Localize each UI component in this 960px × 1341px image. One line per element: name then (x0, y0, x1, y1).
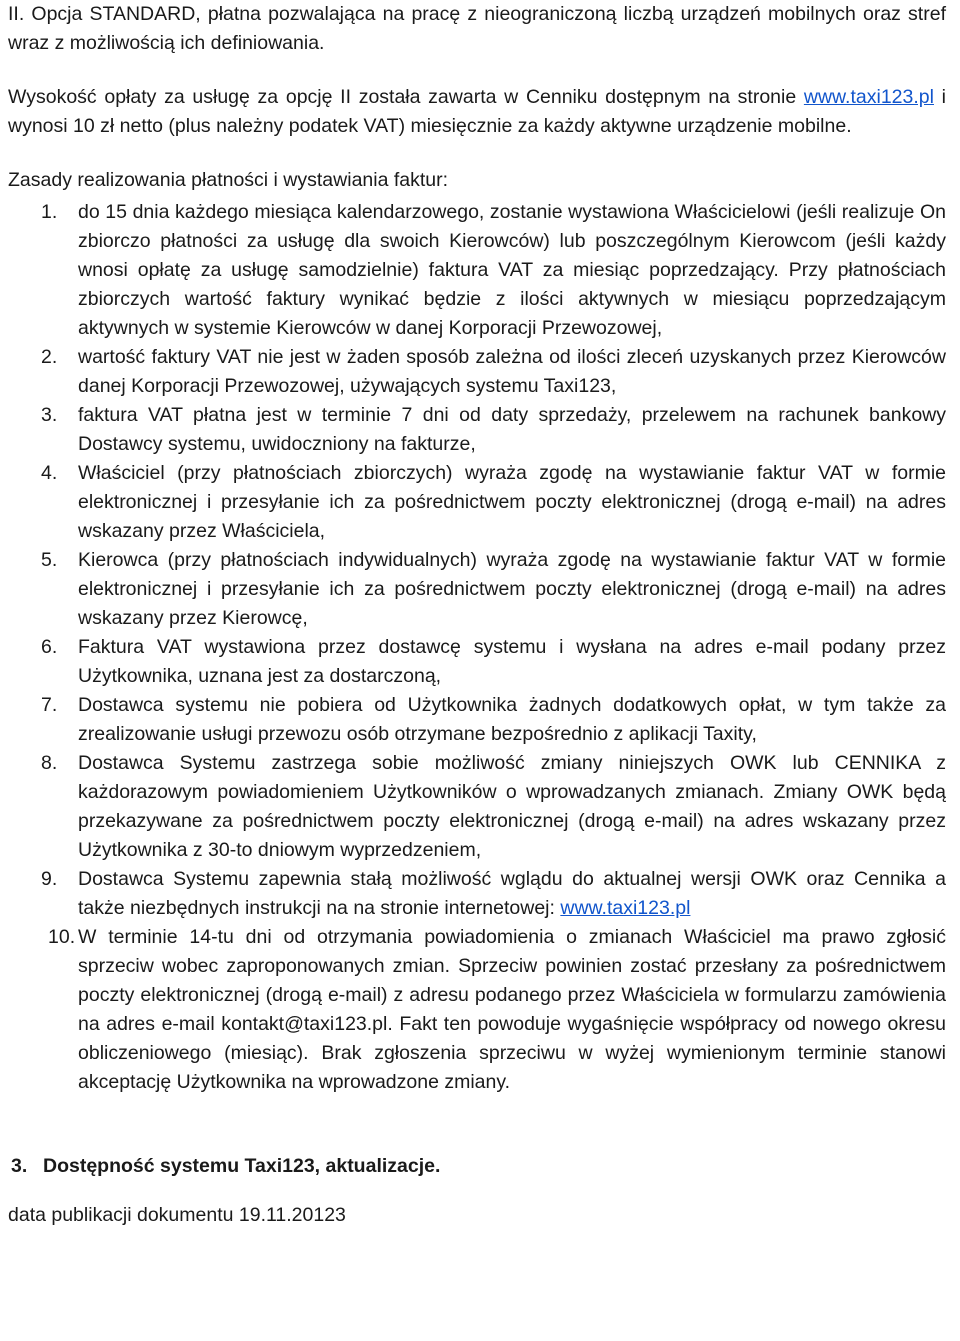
list-item (8, 343, 946, 401)
list-item-number: 9. (41, 868, 58, 890)
list-item-text: Dostawca Systemu zastrzega sobie możliwość zmiany niniejszych OWK lub CENNIKA z każdorazowym powiadomieniem Użytkowników o wprowadzanych zmianach. Zmiany OWK będą przekazywane za pośrednictwem poczty elektronicznej (drogą e-mail) na adres wskazany przez Użytkownika z 30-to dniowym wyprzedzeniem, (78, 752, 946, 861)
fee-text-after: i wynosi 10 zł netto (plus należny podatek VAT) miesięcznie za każdy aktywne urządzenie mobilne. (8, 86, 946, 137)
list-item-text: do 15 dnia każdego miesiąca kalendarzowego, zostanie wystawiona Właścicielowi (jeśli realizuje On zbiorczo płatności za usługę dla swoich Kierowców) lub poszczególnym Kierowcom (jeśli każdy wnosi opłatę za usługę samodzielnie) faktura VAT za miesiąc poprzedzający. Przy płatnościach zbiorczych wartość faktury wynikać będzie z ilości aktywnych w miesiącu poprzedzającym aktywnych w systemie Kierowców w danej Korporacji Przewozowej, (78, 201, 946, 339)
list-item (8, 198, 946, 343)
publication-date: data publikacji dokumentu 19.11.20123 (8, 1204, 346, 1226)
list-item (8, 691, 946, 749)
section-title: Dostępność systemu Taxi123, aktualizacje. (43, 1155, 441, 1177)
section-heading (8, 1152, 946, 1181)
list-item-number: 8. (41, 752, 58, 774)
list-item-number: 6. (41, 636, 58, 658)
list-item-number: 4. (41, 462, 58, 484)
list-item-number: 10. (48, 926, 76, 948)
payment-rules-heading: Zasady realizowania płatności i wystawiania faktur: (8, 169, 449, 191)
list-item (8, 749, 946, 865)
list-item (8, 459, 946, 546)
list-item (8, 865, 946, 923)
list-item (8, 546, 946, 633)
list-item-text: Dostawca systemu nie pobiera od Użytkownika żadnych dodatkowych opłat, w tym także za zrealizowanie usługi przewozu osób otrzymane bezpośrednio z aplikacji Taxity, (78, 694, 946, 745)
list-item-number: 3. (41, 404, 58, 426)
list-item (8, 401, 946, 459)
list-item (8, 633, 946, 691)
list-item (8, 923, 946, 1097)
section-number: 3. (11, 1155, 28, 1177)
document-page (8, 0, 946, 1230)
list-item-number: 2. (41, 346, 58, 368)
fee-text-before: Wysokość opłaty za usługę za opcję II została zawarta w Cenniku dostępnym na stronie (8, 86, 804, 108)
option-standard-paragraph: II. Opcja STANDARD, płatna pozwalająca na pracę z nieograniczoną liczbą urządzeń mobilnych oraz stref wraz z możliwością ich definiowania. (8, 3, 946, 54)
list-item-number: 1. (41, 201, 58, 223)
list-item-text: Faktura VAT wystawiona przez dostawcę systemu i wysłana na adres e-mail podany przez Użytkownika, uznana jest za dostarczoną, (78, 636, 946, 687)
list-item-number: 5. (41, 549, 58, 571)
payment-rules-list (8, 198, 946, 1097)
list-item-text: Właściciel (przy płatnościach zbiorczych) wyraża zgodę na wystawianie faktur VAT w formie elektronicznej i przesyłanie ich za pośrednictwem poczty elektronicznej (drogą e-mail) na adres wskazany przez Właściciela, (78, 462, 946, 542)
list-item-text: W terminie 14-tu dni od otrzymania powiadomienia o zmianach Właściciel ma prawo zgłosić sprzeciw wobec zaproponowanych zmian. Sprzeciw powinien zostać przesłany za pośrednictwem poczty elektronicznej (drogą e-mail) z adresu podanego przez Właściciela w formularzu zamówienia na adres e-mail kontakt@taxi123.pl. Fakt ten powoduje wygaśnięcie współpracy od nowego okresu obliczeniowego (miesiąc). Brak zgłoszenia sprzeciwu w wyżej wymienionym terminie stanowi akceptację Użytkownika na wprowadzone zmiany. (78, 926, 946, 1093)
fee-paragraph (8, 83, 946, 141)
website-link[interactable]: www.taxi123.pl (560, 897, 691, 919)
list-item-text: Kierowca (przy płatnościach indywidualnych) wyraża zgodę na wystawianie faktur VAT w formie elektronicznej i przesyłanie ich za pośrednictwem poczty elektronicznej (drogą e-mail) na adres wskazany przez Kierowcę, (78, 549, 946, 629)
list-item-text: faktura VAT płatna jest w terminie 7 dni od daty sprzedaży, przelewem na rachunek bankowy Dostawcy systemu, uwidoczniony na fakturze, (78, 404, 946, 455)
list-item-text: wartość faktury VAT nie jest w żaden sposób zależna od ilości zleceń uzyskanych przez Kierowców danej Korporacji Przewozowej, używających systemu Taxi123, (78, 346, 946, 397)
list-item-number: 7. (41, 694, 58, 716)
pricing-link[interactable]: www.taxi123.pl (803, 86, 934, 108)
list-item-text: Dostawca Systemu zapewnia stałą możliwość wglądu do aktualnej wersji OWK oraz Cennika a także niezbędnych instrukcji na na stronie internetowej: (78, 868, 946, 919)
